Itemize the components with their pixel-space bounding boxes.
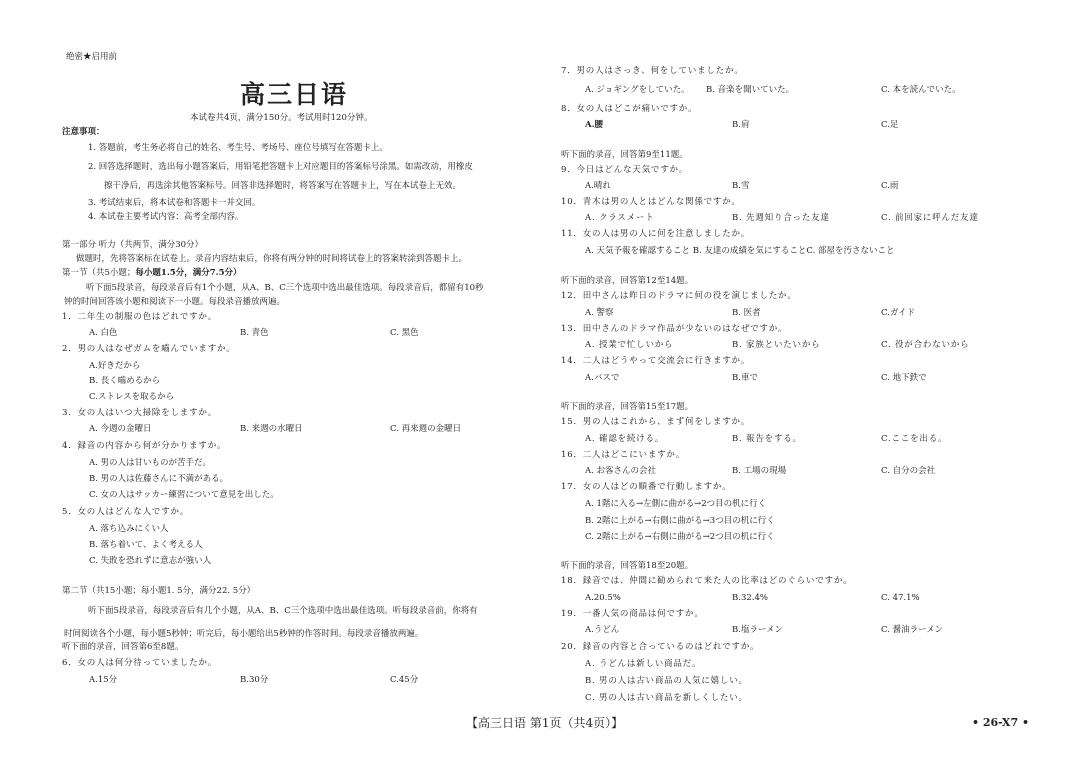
option-c: C. 失敗を恐れずに意志が強い人	[89, 556, 212, 566]
option-b: B. 2階に上がる→右側に曲がる→3つ目の机に行く	[585, 516, 775, 526]
option-c: C. 自分の会社	[881, 466, 936, 476]
notice-item: 3. 考试结束后，将本试卷和答题卡一并交回。	[88, 198, 261, 208]
question-stem: 9．今日はどんな天気ですか。	[561, 165, 689, 175]
question-stem: 5．女の人はどんな人ですか。	[62, 507, 190, 517]
option-a: A.バスで	[585, 373, 620, 383]
option-a: A.20.5%	[585, 593, 621, 603]
option-a: A. 確認を続ける。	[585, 434, 665, 444]
option-b: B. 青色	[240, 328, 269, 338]
option-c: C. 役が合わないから	[881, 340, 970, 350]
group-instruction: 听下面的录音，回答第9至11题。	[561, 150, 688, 160]
option-b: B. 男の人は佐藤さんに不満がある。	[89, 474, 229, 484]
question-stem: 20．録音の内容と合っているのはどれですか。	[561, 642, 760, 652]
option-b: B.32.4%	[732, 593, 768, 603]
option-b: B.雪	[732, 181, 750, 191]
section1-desc: 听下面5段录音，每段录音后有1个小题，从A、B、C三个选项中选出最佳选项。每段录音后，都留有10秒	[86, 283, 484, 293]
question-stem: 13．田中さんのドラマ作品が少ないのはなぜですか。	[561, 324, 788, 334]
option-c: C. 本を読んでいた。	[881, 85, 961, 95]
option-c: C. 醤油ラーメン	[881, 625, 944, 635]
question-stem: 1．二年生の制服の色はどれですか。	[62, 312, 218, 322]
question-stem: 18．録音では、仲間に勧められて来た人の比率はどのぐらいですか。	[561, 576, 853, 586]
option-b: B. 家族といたいから	[732, 340, 821, 350]
secret-label: 绝密★启用前	[66, 52, 118, 62]
option-a: A.晴れ	[585, 181, 611, 191]
option-a: A.うどん	[585, 625, 620, 635]
question-stem: 15．男の人はこれから、まず何をしますか。	[561, 417, 751, 427]
question-stem: 2．男の人はなぜガムを嚙んでいますか。	[62, 344, 236, 354]
question-stem: 3．女の人はいつ大掃除をしますか。	[62, 408, 218, 418]
notice-heading: 注意事项：	[62, 127, 105, 137]
section2-heading: 第二节（共15小题；每小题1. 5分，满分22. 5分）	[62, 586, 256, 596]
question-stem: 7．男の人はさっき、何をしていましたか。	[561, 66, 744, 76]
option-b: B. 医者	[732, 308, 761, 318]
exam-subtitle: 本试卷共4页，满分150分。考试用时120分钟。	[190, 113, 373, 123]
section2-desc: 听下面5段录音，每段录音后有几个小题，从A、B、C三个选项中选出最佳选项。听每段录音前，你将有	[88, 606, 478, 616]
option-c: C. 地下鉄で	[881, 373, 927, 383]
option-abc: A. 天気予報を確認すること B. 友達の成績を気にすることC. 部屋を汚さないこと	[585, 246, 895, 256]
option-c: C.足	[881, 120, 899, 130]
question-stem: 16．二人はどこにいますか。	[561, 450, 686, 460]
option-b: B. 工場の現場	[732, 466, 787, 476]
section2-desc: 听下面的录音，回答第6至8题。	[62, 642, 184, 652]
option-b: B.塩ラーメン	[732, 625, 784, 635]
option-c: C. 女の人はサッカー練習について意見を出した。	[89, 490, 279, 500]
option-b: B.30分	[240, 675, 269, 685]
exam-title: 高三日语	[240, 80, 349, 109]
option-c: C. 47.1%	[881, 593, 920, 603]
option-a: A.腰	[585, 120, 604, 130]
option-b: B. 来週の水曜日	[240, 424, 303, 434]
option-c: C.ここを出る。	[881, 434, 948, 444]
option-b: B. 音楽を聞いていた。	[706, 85, 795, 95]
option-c: C.ガイド	[881, 308, 916, 318]
option-c: C. 再来週の金曜日	[390, 424, 462, 434]
question-stem: 12．田中さんは昨日のドラマに何の役を演じましたか。	[561, 291, 797, 301]
option-a: A. 白色	[89, 328, 118, 338]
option-a: A.15分	[89, 675, 118, 685]
notice-item: 4. 本试卷主要考试内容：高考全部内容。	[88, 212, 244, 222]
option-b: B. 報告をする。	[732, 434, 802, 444]
option-a: A. 今週の金曜日	[89, 424, 152, 434]
option-c: C. 男の人は古い商品を新しくしたい。	[585, 693, 748, 703]
option-a: A. クラスメート	[585, 213, 655, 223]
section2-desc: 时间阅读各个小题，每小题5秒钟；听完后，每小题给出5秒钟的作答时间。每段录音播放两遍。	[64, 629, 424, 639]
part1-heading: 第一部分 听力（共两节，满分30分）	[62, 240, 204, 250]
section1-heading: 第一节（共5小题；每小题1.5分，满分7.5分）	[62, 268, 242, 278]
group-instruction: 听下面的录音，回答第12至14题。	[561, 276, 694, 286]
group-instruction: 听下面的录音，回答第18至20题。	[561, 561, 694, 571]
page-footer: 【高三日语 第1页（共4页）】	[466, 716, 624, 730]
option-c: C.ストレスを取るから	[89, 392, 175, 402]
notice-item: 擦干净后，再选涂其他答案标号。回答非选择题时，将答案写在答题卡上，写在本试卷上无效。	[104, 181, 462, 191]
group-instruction: 听下面的录音，回答第15至17题。	[561, 402, 694, 412]
option-a: A. ジョギングをしていた。	[585, 85, 690, 95]
notice-item: 1. 答题前，考生务必将自己的姓名、考生号、考场号、座位号填写在答题卡上。	[88, 143, 388, 153]
option-b: B. 長く嚙めるから	[89, 376, 161, 386]
option-c: C. 黑色	[390, 328, 419, 338]
option-b: B.車で	[732, 373, 758, 383]
option-a: A. うどんは新しい商品だ。	[585, 659, 702, 669]
notice-item: 2. 回答选择题时，选出每小题答案后，用铅笔把答题卡上对应题目的答案标号涂黑。如需改动，用橡皮	[88, 162, 473, 172]
option-c: C.雨	[881, 181, 899, 191]
question-stem: 8．女の人はどこが痛いですか。	[561, 104, 698, 114]
option-b: B. 落ち着いて、よく考える人	[89, 540, 203, 550]
option-a: A. 授業で忙しいから	[585, 340, 674, 350]
option-c: C. 前回家に呼んだ友達	[881, 213, 979, 223]
option-a: A. 男の人は甘いものが苦手だ。	[89, 458, 212, 468]
exam-code: • 26-X7 •	[972, 716, 1029, 729]
part1-intro: 做题时，先将答案标在试卷上。录音内容结束后，你将有两分钟的时间将试卷上的答案转涂到答题卡上。	[76, 254, 468, 264]
option-b: B. 男の人は古い商品の人気に嬉しい。	[585, 676, 748, 686]
option-a: A. お客さんの会社	[585, 466, 657, 476]
option-c: C. 2階に上がる→右側に曲がる→2つ目の机に行く	[585, 532, 775, 542]
question-stem: 10．青木は男の人とはどんな関係ですか。	[561, 197, 741, 207]
option-a: A. 落ち込みにくい人	[89, 524, 169, 534]
question-stem: 17．女の人はどの順番で行動しますか。	[561, 482, 732, 492]
option-a: A. 警察	[585, 308, 614, 318]
question-stem: 4．録音の内容から何が分かりますか。	[62, 441, 227, 451]
question-stem: 14．二人はどうやって交流会に行きますか。	[561, 356, 751, 366]
option-b: B. 先週知り合った友達	[732, 213, 830, 223]
option-a: A.好きだから	[89, 361, 141, 371]
option-b: B.肩	[732, 120, 750, 130]
section1-desc: 钟的时间回答该小题和阅读下一小题。每段录音播放两遍。	[64, 297, 286, 307]
question-stem: 19．一番人気の商品は何ですか。	[561, 609, 704, 619]
option-c: C.45分	[390, 675, 419, 685]
question-stem: 11．女の人は男の人に何を注意しましたか。	[561, 229, 751, 239]
option-a: A. 1階に入る→左側に曲がる→2つ目の机に行く	[585, 499, 767, 509]
question-stem: 6．女の人は何分待っていましたか。	[62, 658, 218, 668]
